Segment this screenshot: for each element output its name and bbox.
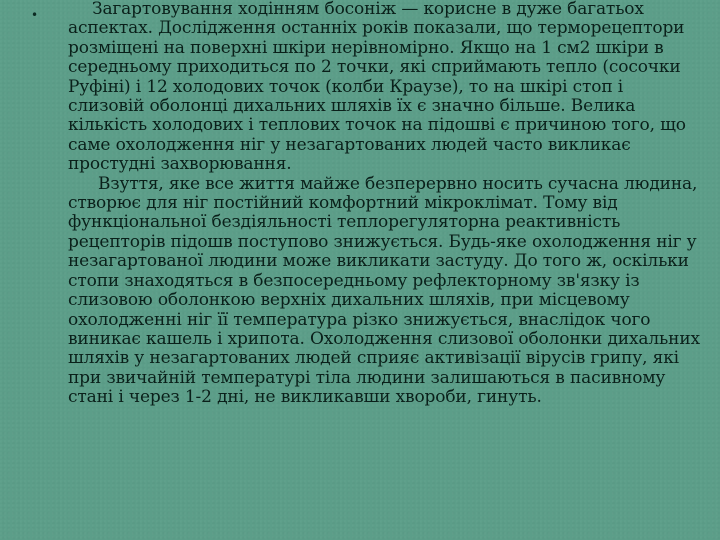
paragraph-footwear: Взуття, яке все життя майже безперервно носить сучасна людина, створює для ніг постійний комфортний мікроклімат. Тому від функціональної бездіяльності теплорегуляторна реактивність рецепторів підошв поступово знижується. Будь-яке охолодження ніг у незагартованої людини може викликати застуду. До того ж, оскільки стопи знаходяться в безпосередньому рефлекторному зв'язку із слизовою оболонкою верхніх дихальних шляхів, при місцевому охолодженні ніг її температура різко знижується, внаслідок чого виникає кашель і хрипота. Охолодження слизової оболонки дихальних шляхів у незагартованих людей сприяє активізації вірусів грипу, які при звичайній температурі тіла людини залишаються в пасивному стані і через 1-2 дні, не викликавши хвороби, гинуть. [68,173,700,408]
body-text [68,0,700,408]
bullet-marker: • [31,8,39,22]
paragraph-barefoot-hardening: Загартовування ходінням босоніж — корисне в дуже багатьох аспектах. Дослідження останніх років показали, що терморецептори розміщені на поверхні шкіри нерівномірно. Якщо на 1 см2 шкіри в середньому приходиться по 2 точки, які сприймають тепло (сосочки Руфіні) і 12 холодових точок (колби Краузе), то на шкірі стоп і слизовій оболонці дихальних шляхів їх є значно більше. Велика кількість холодових і теплових точок на підошві є причиною того, що саме охолодження ніг у незагартованих людей часто викликає простудні захворювання. [68,0,686,175]
